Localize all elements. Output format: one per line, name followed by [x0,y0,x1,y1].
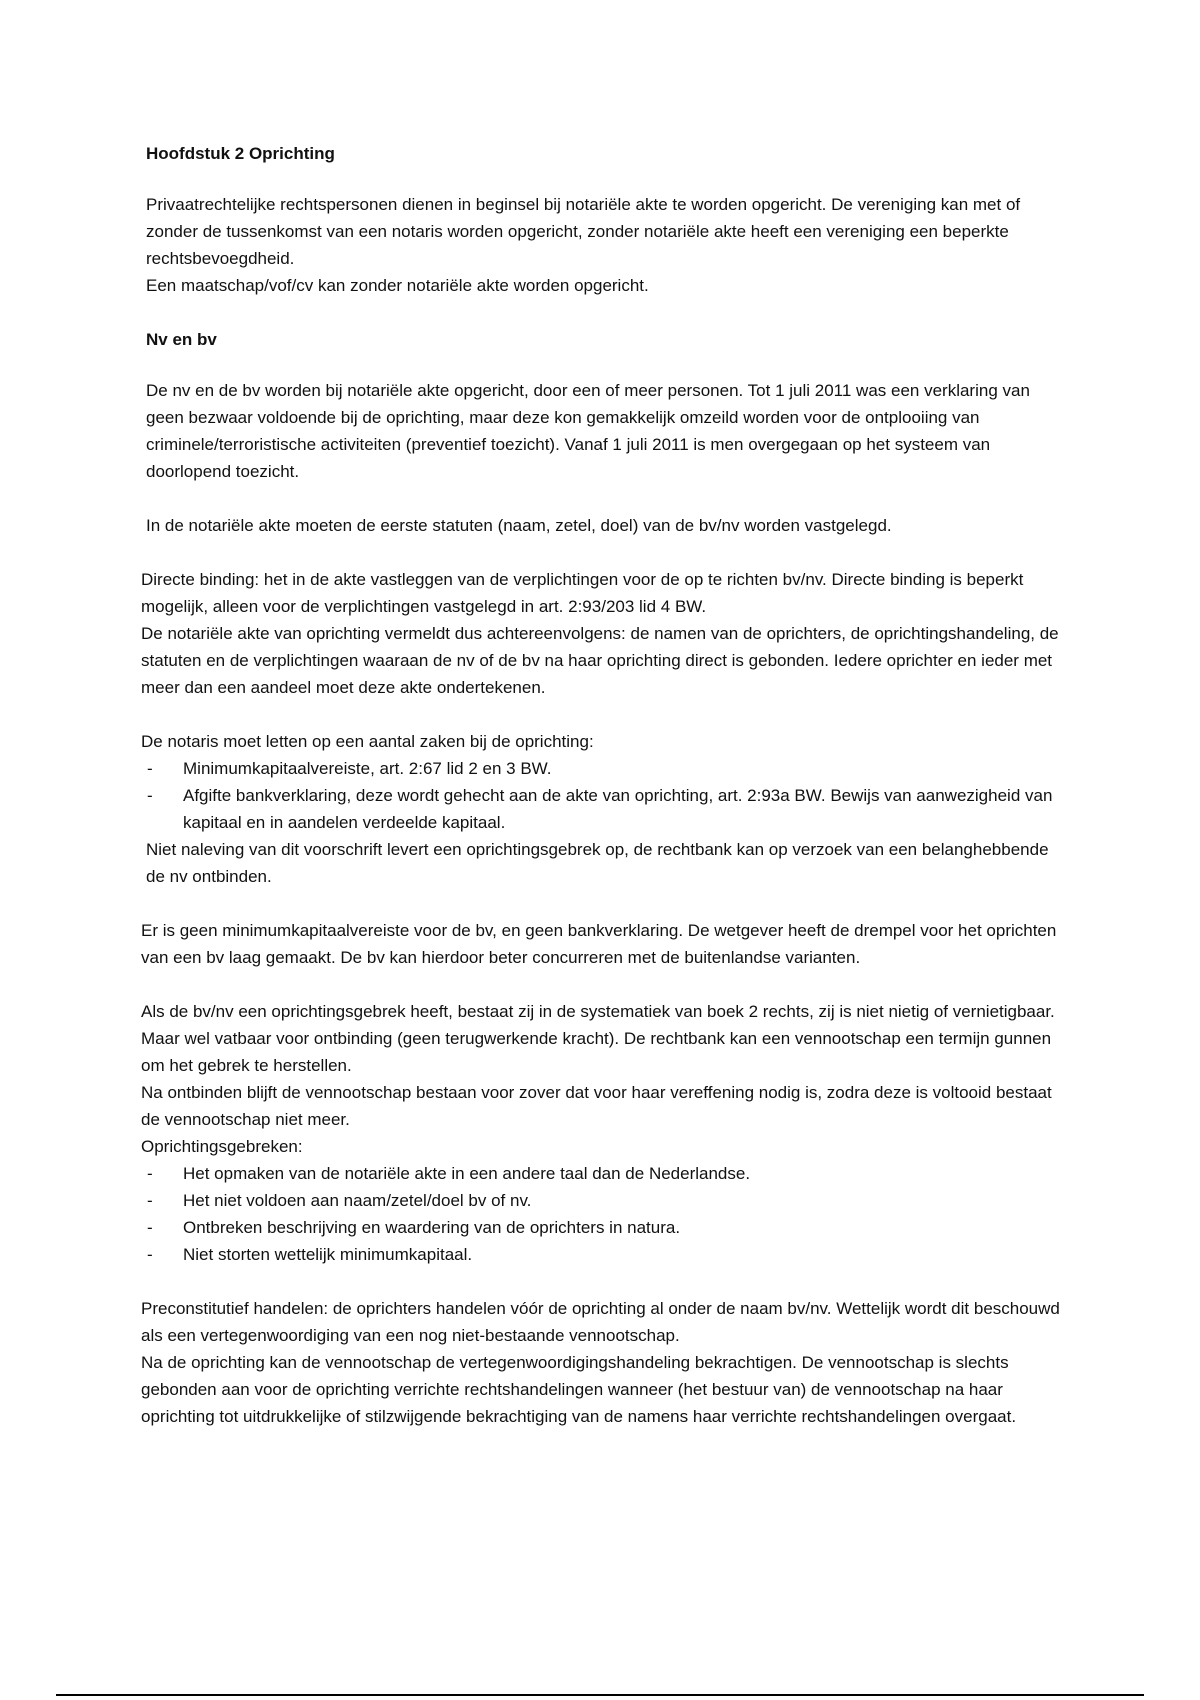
footer-divider [56,1694,1144,1696]
gebreken-label: Oprichtingsgebreken: [141,1137,303,1156]
dash-bullet: - [147,1245,153,1264]
document-body [141,140,1066,1457]
intro-line-2: Een maatschap/vof/cv kan zonder notariële akte worden opgericht. [146,276,649,295]
notaris-list [141,755,1066,836]
notaris-outro: Niet naleving van dit voorschrift levert een oprichtingsgebrek op, de rechtbank kan op verzoek van een belanghebbende de nv ontbinden. [146,840,1049,886]
paragraph-directe-binding: Directe binding: het in de akte vastleggen van de verplichtingen voor de op te richten bv/nv. Directe binding is beperkt mogelijk, alleen voor de verplichtingen vastgelegd in art. 2:93/203 lid 4 BW. De notariële akte van oprichting vermeldt dus achtereenvolgens: de namen van de oprichters, de oprichtingshandeling, de statuten en de verplichtingen waaraan de nv of de bv na haar oprichting direct is gebonden. Iedere oprichter en ieder met meer dan een aandeel moet deze akte ondertekenen. [141,570,1059,697]
paragraph-oprichting: De nv en de bv worden bij notariële akte opgericht, door een of meer personen. Tot 1 juli 2011 was een verklaring van geen bezwaar voldoende bij de oprichting, maar deze kon gemakkelijk omzeild worden voor de ontplooiing van criminele/terroristische activiteiten (preventief toezicht). Vanaf 1 juli 2011 is men overgegaan op het systeem van doorlopend toezicht. [146,381,1030,481]
gebreken-paragraph-2: Na ontbinden blijft de vennootschap bestaan voor zover dat voor haar vereffening nodig is, zodra deze is voltooid bestaat de vennootschap niet meer. [141,1083,1052,1129]
notaris-section [141,728,1066,890]
section-heading: Nv en bv [146,330,217,349]
gebreken-section [141,998,1066,1268]
notaris-intro: De notaris moet letten op een aantal zaken bij de oprichting: [141,732,594,751]
dash-bullet: - [147,1191,153,1210]
intro-line-1: Privaatrechtelijke rechtspersonen dienen in beginsel bij notariële akte te worden opgericht. De vereniging kan met of zonder de tussenkomst van een notaris worden opgericht, zonder notariële akte heeft een vereniging een beperkte rechtsbevoegdheid. [146,195,1021,268]
paragraph-statuten: In de notariële akte moeten de eerste statuten (naam, zetel, doel) van de bv/nv worden vastgelegd. [146,516,892,535]
preconstitutief-section: Preconstitutief handelen: de oprichters handelen vóór de oprichting al onder de naam bv/nv. Wettelijk wordt dit beschouwd als een vertegenwoordiging van een nog niet-bestaande vennootschap. Na de oprichting kan de vennootschap de vertegenwoordigingshandeling bekrachtigen. De vennootschap is slechts gebonden aan voor de oprichting verrichte rechtshandelingen wanneer (het bestuur van) de vennootschap na haar oprichting tot uitdrukkelijke of stilzwijgende bekrachtiging van de namens haar verrichte rechtshandelingen overgaat. [141,1299,1060,1426]
dash-bullet: - [147,1164,153,1183]
list-item: - Minimumkapitaalvereiste, art. 2:67 lid 2 en 3 BW. [141,755,1066,782]
dash-bullet: - [147,1218,153,1237]
paragraph-bv-kapitaal: Er is geen minimumkapitaalvereiste voor de bv, en geen bankverklaring. De wetgever heeft de drempel voor het oprichten van een bv laag gemaakt. De bv kan hierdoor beter concurreren met de buitenlandse varianten. [141,921,1057,967]
dash-bullet: - [147,759,153,778]
list-item: - Afgifte bankverklaring, deze wordt gehecht aan de akte van oprichting, art. 2:93a BW. Bewijs van aanwezigheid van kapitaal en in aandelen verdeelde kapitaal. [141,782,1066,836]
intro-paragraph [146,191,1066,299]
gebreken-list [141,1160,1066,1268]
list-item: - Niet storten wettelijk minimumkapitaal. [141,1241,1066,1268]
list-item: - Ontbreken beschrijving en waardering van de oprichters in natura. [141,1214,1066,1241]
list-item: - Het opmaken van de notariële akte in een andere taal dan de Nederlandse. [141,1160,1066,1187]
list-item: - Het niet voldoen aan naam/zetel/doel bv of nv. [141,1187,1066,1214]
chapter-title: Hoofdstuk 2 Oprichting [146,144,335,163]
dash-bullet: - [147,786,153,805]
gebreken-paragraph-1: Als de bv/nv een oprichtingsgebrek heeft, bestaat zij in de systematiek van boek 2 rechts, zij is niet nietig of vernietigbaar. Maar wel vatbaar voor ontbinding (geen terugwerkende kracht). De rechtbank kan een vennootschap een termijn gunnen om het gebrek te herstellen. [141,1002,1055,1075]
